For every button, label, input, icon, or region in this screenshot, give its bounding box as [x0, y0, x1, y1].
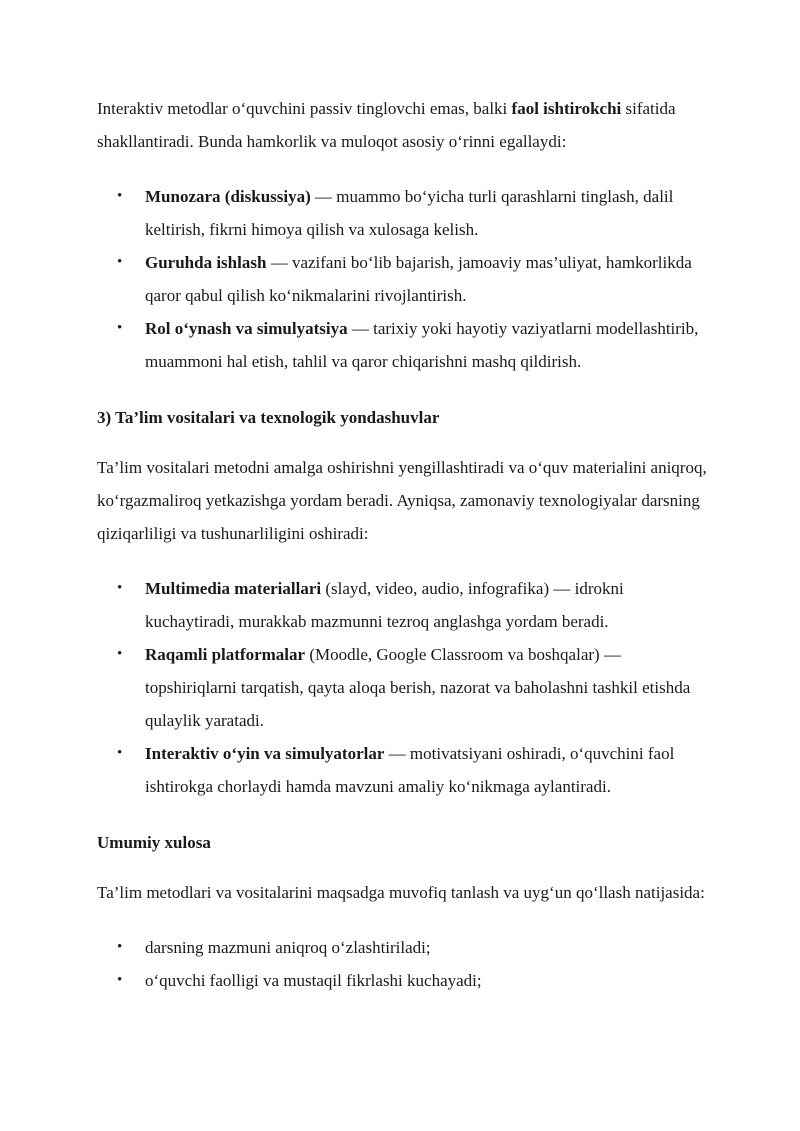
list-item: • Interaktiv o‘yin va simulyatorlar — motivatsiyani oshiradi, o‘quvchini faol ishtirokga chorlaydi hamda mavzuni amaliy ko‘nikmaga aylantiradi.: [97, 737, 707, 803]
section-paragraph: Ta’lim vositalari metodni amalga oshirishni yengillashtiradi va o‘quv materialini aniqroq, ko‘rgazmaliroq yetkazishga yordam beradi. Ayniqsa, zamonaviy texnologiyalar darsning qiziqarliligi va tushunarliligini oshiradi:: [97, 458, 707, 543]
list-item: • o‘quvchi faolligi va mustaqil fikrlashi kuchayadi;: [97, 964, 707, 997]
list-item: • darsning mazmuni aniqroq o‘zlashtiriladi;: [97, 931, 707, 964]
summary-heading: Umumiy xulosa: [97, 833, 211, 852]
list-item: • Rol o‘ynash va simulyatsiya — tarixiy yoki hayotiy vaziyatlarni modellashtirib, muammoni hal etish, tahlil va qaror chiqarishni mashq qildirish.: [97, 312, 707, 378]
intro-bold-term: faol ishtirokchi: [511, 99, 622, 118]
list-item: • Multimedia materiallari (slayd, video, audio, infografika) — idrokni kuchaytiradi, murakkab mazmunni tezroq anglashga yordam beradi.: [97, 572, 707, 638]
intro-paragraph: Interaktiv metodlar o‘quvchini passiv tinglovchi emas, balki faol ishtirokchi sifatida shakllantiradi. Bunda hamkorlik va muloqot asosiy o‘rinni egallaydi:: [97, 99, 676, 151]
list-item: • Raqamli platformalar (Moodle, Google Classroom va boshqalar) — topshiriqlarni tarqatish, qayta aloqa berish, nazorat va baholashni tashkil etishda qulaylik yaratadi.: [97, 638, 707, 737]
tools-list: [97, 572, 707, 803]
interactive-methods-list: [97, 180, 707, 378]
list-item: • Guruhda ishlash — vazifani bo‘lib bajarish, jamoaviy mas’uliyat, hamkorlikda qaror qabul qilish ko‘nikmalarini rivojlantirish.: [97, 246, 707, 312]
document-page: [97, 92, 707, 1020]
summary-paragraph: Ta’lim metodlari va vositalarini maqsadga muvofiq tanlash va uyg‘un qo‘llash natijasida:: [97, 883, 705, 902]
section-heading: 3) Ta’lim vositalari va texnologik yondashuvlar: [97, 408, 440, 427]
list-item: • Munozara (diskussiya) — muammo bo‘yicha turli qarashlarni tinglash, dalil keltirish, fikrni himoya qilish va xulosaga kelish.: [97, 180, 707, 246]
summary-list: [97, 931, 707, 997]
